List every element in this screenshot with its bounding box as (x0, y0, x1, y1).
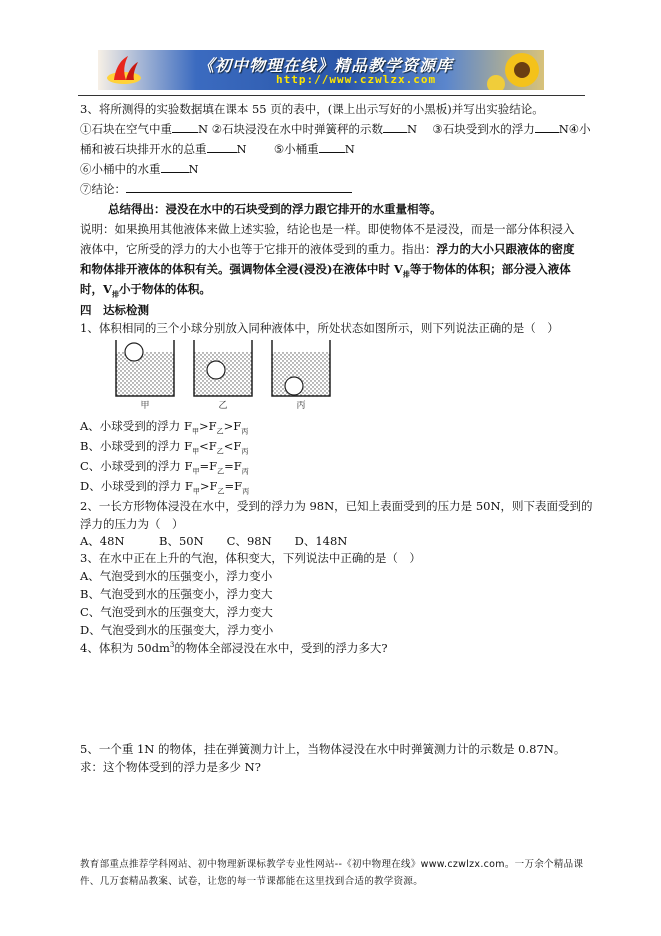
summary-text: 总结得出：浸没在水中的石块受到的浮力跟它排开的水重量相等。 (108, 202, 442, 216)
q3-option-b: B、气泡受到水的压强变小，浮力变大 (80, 587, 273, 601)
beaker-label-bing: 丙 (296, 401, 306, 410)
section3-items-row1 (80, 121, 591, 137)
beakers-figure (112, 338, 472, 410)
section3-item6-row (80, 161, 199, 177)
q1-option-c-sub1: 甲 (192, 467, 200, 476)
q1-option-c (80, 458, 249, 476)
sunflower-icon (484, 50, 544, 90)
section3-items-row2 (80, 141, 355, 157)
q1-option-b-sub3: 丙 (241, 447, 249, 456)
item6-blank[interactable] (161, 161, 189, 173)
footer-line2: 件、几万套精品教案、试卷，让您的每一节课都能在这里找到合适的教学资源。 (80, 876, 424, 887)
item6-unit: N (188, 162, 199, 176)
beaker-label-yi: 乙 (218, 401, 228, 410)
question4-text: 4、体积为 50dm (80, 641, 170, 655)
question5-line2: 求：这个物体受到的浮力是多少 N? (80, 760, 261, 774)
note-line4-sub: 排 (111, 289, 119, 299)
item6-label: ⑥小桶中的水重 (80, 162, 161, 176)
question3: 3、在水中正在上升的气泡，体积变大，下列说法中正确的是（ ） (80, 551, 421, 565)
q1-option-c-op1: =F (199, 459, 218, 473)
question2-options: A、48N B、50N C、98N D、148N (80, 534, 348, 548)
item7-label: ⑦结论： (80, 182, 126, 196)
item1-blank[interactable] (172, 121, 198, 133)
q1-option-b-op1: <F (199, 439, 217, 453)
beaker-label-jia: 甲 (140, 401, 150, 410)
section3-item7-row (80, 181, 352, 197)
q1-option-a-text: A、小球受到的浮力 F (80, 419, 192, 433)
q1-option-b-op2: <F (223, 439, 242, 453)
q1-option-d-sub2: 乙 (217, 487, 225, 496)
note-line3-sub: 排 (402, 269, 410, 279)
item1-label: ①石块在空气中重 (80, 122, 172, 136)
q1-option-d-op2: =F (224, 479, 243, 493)
note-line2-bold: 浮力的大小只跟液体的密度 (436, 242, 575, 256)
q1-option-b (80, 438, 248, 456)
item5-label: ⑤小桶重 (273, 142, 319, 156)
item4-blank[interactable] (207, 141, 237, 153)
q3-option-c: C、气泡受到水的压强变大，浮力变大 (80, 605, 273, 619)
section3-intro: 3、将所测得的实验数据填在课本 55 页的表中，(课上出示写好的小黑板)并写出实验结论。 (80, 102, 544, 116)
beaker-yi (194, 340, 252, 396)
note-line4-text: 时，V (80, 282, 112, 296)
item3-blank[interactable] (535, 121, 559, 133)
note-line2 (80, 241, 575, 257)
note-line2-text: 液体中，它所受的浮力的大小也等于它排开的液体受到的重力。指出： (80, 242, 437, 256)
question4 (80, 640, 388, 656)
conclusion-blank[interactable] (126, 181, 352, 193)
question1: 1、体积相同的三个小球分别放入同种液体中，所处状态如图所示，则下列说法正确的是（ ） (80, 321, 559, 335)
item4-unit: N (236, 142, 247, 156)
item3-unit: N (558, 122, 569, 136)
q1-option-d (80, 478, 249, 496)
q1-option-a (80, 418, 248, 436)
q1-option-a-sub2: 乙 (216, 427, 224, 436)
q1-option-a-op1: >F (198, 419, 217, 433)
ball-bing (285, 377, 303, 395)
note-line4 (80, 281, 211, 299)
site-logo-icon (104, 54, 144, 86)
item4-label: 桶和被石块排开水的总重 (80, 142, 207, 156)
note-line3-text2: 等于物体的体积；部分浸入液体 (409, 262, 571, 276)
question2-line1: 2、一长方形物体浸没在水中，受到的浮力为 98N，已知上表面受到的压力是 50N，则下表面受到的 (80, 499, 593, 513)
q1-option-d-sub3: 丙 (242, 487, 250, 496)
question4-sup: 3 (169, 641, 175, 650)
item2-unit: N (407, 122, 418, 136)
item1-unit: N (198, 122, 209, 136)
q1-option-c-sub2: 乙 (217, 467, 225, 476)
item4-label-start: ④小 (568, 122, 591, 136)
item5-unit: N (344, 142, 355, 156)
site-banner (98, 50, 544, 90)
q1-option-c-op2: =F (224, 459, 242, 473)
note-line3-text: 和物体排开液体的体积有关。强调物体全浸(浸没)在液体中时 V (80, 262, 403, 276)
banner-url[interactable]: http://www.czwlzx.com (276, 73, 437, 86)
q1-option-c-text: C、小球受到的浮力 F (80, 459, 193, 473)
footer-line1: 教育部重点推荐学科网站、初中物理新课标教学专业性网站--《初中物理在线》www.czwlzx.com。一万余个精品课 (80, 859, 584, 870)
item2-blank[interactable] (383, 121, 407, 133)
item2-label: ②石块浸没在水中时弹簧秤的示数 (211, 122, 384, 136)
question5-line1: 5、一个重 1N 的物体，挂在弹簧测力计上，当物体浸没在水中时弹簧测力计的示数是 0.87N。 (80, 742, 566, 756)
item5-blank[interactable] (319, 141, 345, 153)
beaker-jia (116, 340, 174, 396)
banner-title: 《初中物理在线》精品教学资源库 (198, 56, 454, 75)
ball-jia (125, 343, 143, 361)
q1-option-d-sub1: 甲 (192, 487, 200, 496)
question4-text2: 的物体全部浸没在水中，受到的浮力多大? (174, 641, 388, 655)
note-line3 (80, 261, 571, 279)
question2-line2: 浮力的压力为（ ） (80, 517, 184, 531)
header-divider (78, 95, 585, 96)
q1-option-d-text: D、小球受到的浮力 F (80, 479, 193, 493)
beaker-bing (272, 340, 330, 396)
q1-option-b-sub2: 乙 (216, 447, 224, 456)
q1-option-d-op1: >F (199, 479, 218, 493)
ball-yi (207, 361, 225, 379)
section4-heading: 四 达标检测 (80, 303, 149, 317)
q1-option-a-sub1: 甲 (191, 427, 199, 436)
q1-option-a-sub3: 丙 (241, 427, 249, 436)
note-line1: 说明：如果换用其他液体来做上述实验，结论也是一样。即使物体不是浸没，而是一部分体积浸入 (80, 222, 575, 236)
q1-option-b-text: B、小球受到的浮力 F (80, 439, 193, 453)
q3-option-d: D、气泡受到水的压强变大，浮力变小 (80, 623, 274, 637)
q1-option-c-sub3: 丙 (241, 467, 249, 476)
note-line4-text2: 小于物体的体积。 (118, 282, 211, 296)
item3-label: ③石块受到水的浮力 (432, 122, 535, 136)
q1-option-a-op2: >F (223, 419, 242, 433)
q1-option-b-sub1: 甲 (192, 447, 200, 456)
q3-option-a: A、气泡受到水的压强变小，浮力变小 (80, 569, 273, 583)
